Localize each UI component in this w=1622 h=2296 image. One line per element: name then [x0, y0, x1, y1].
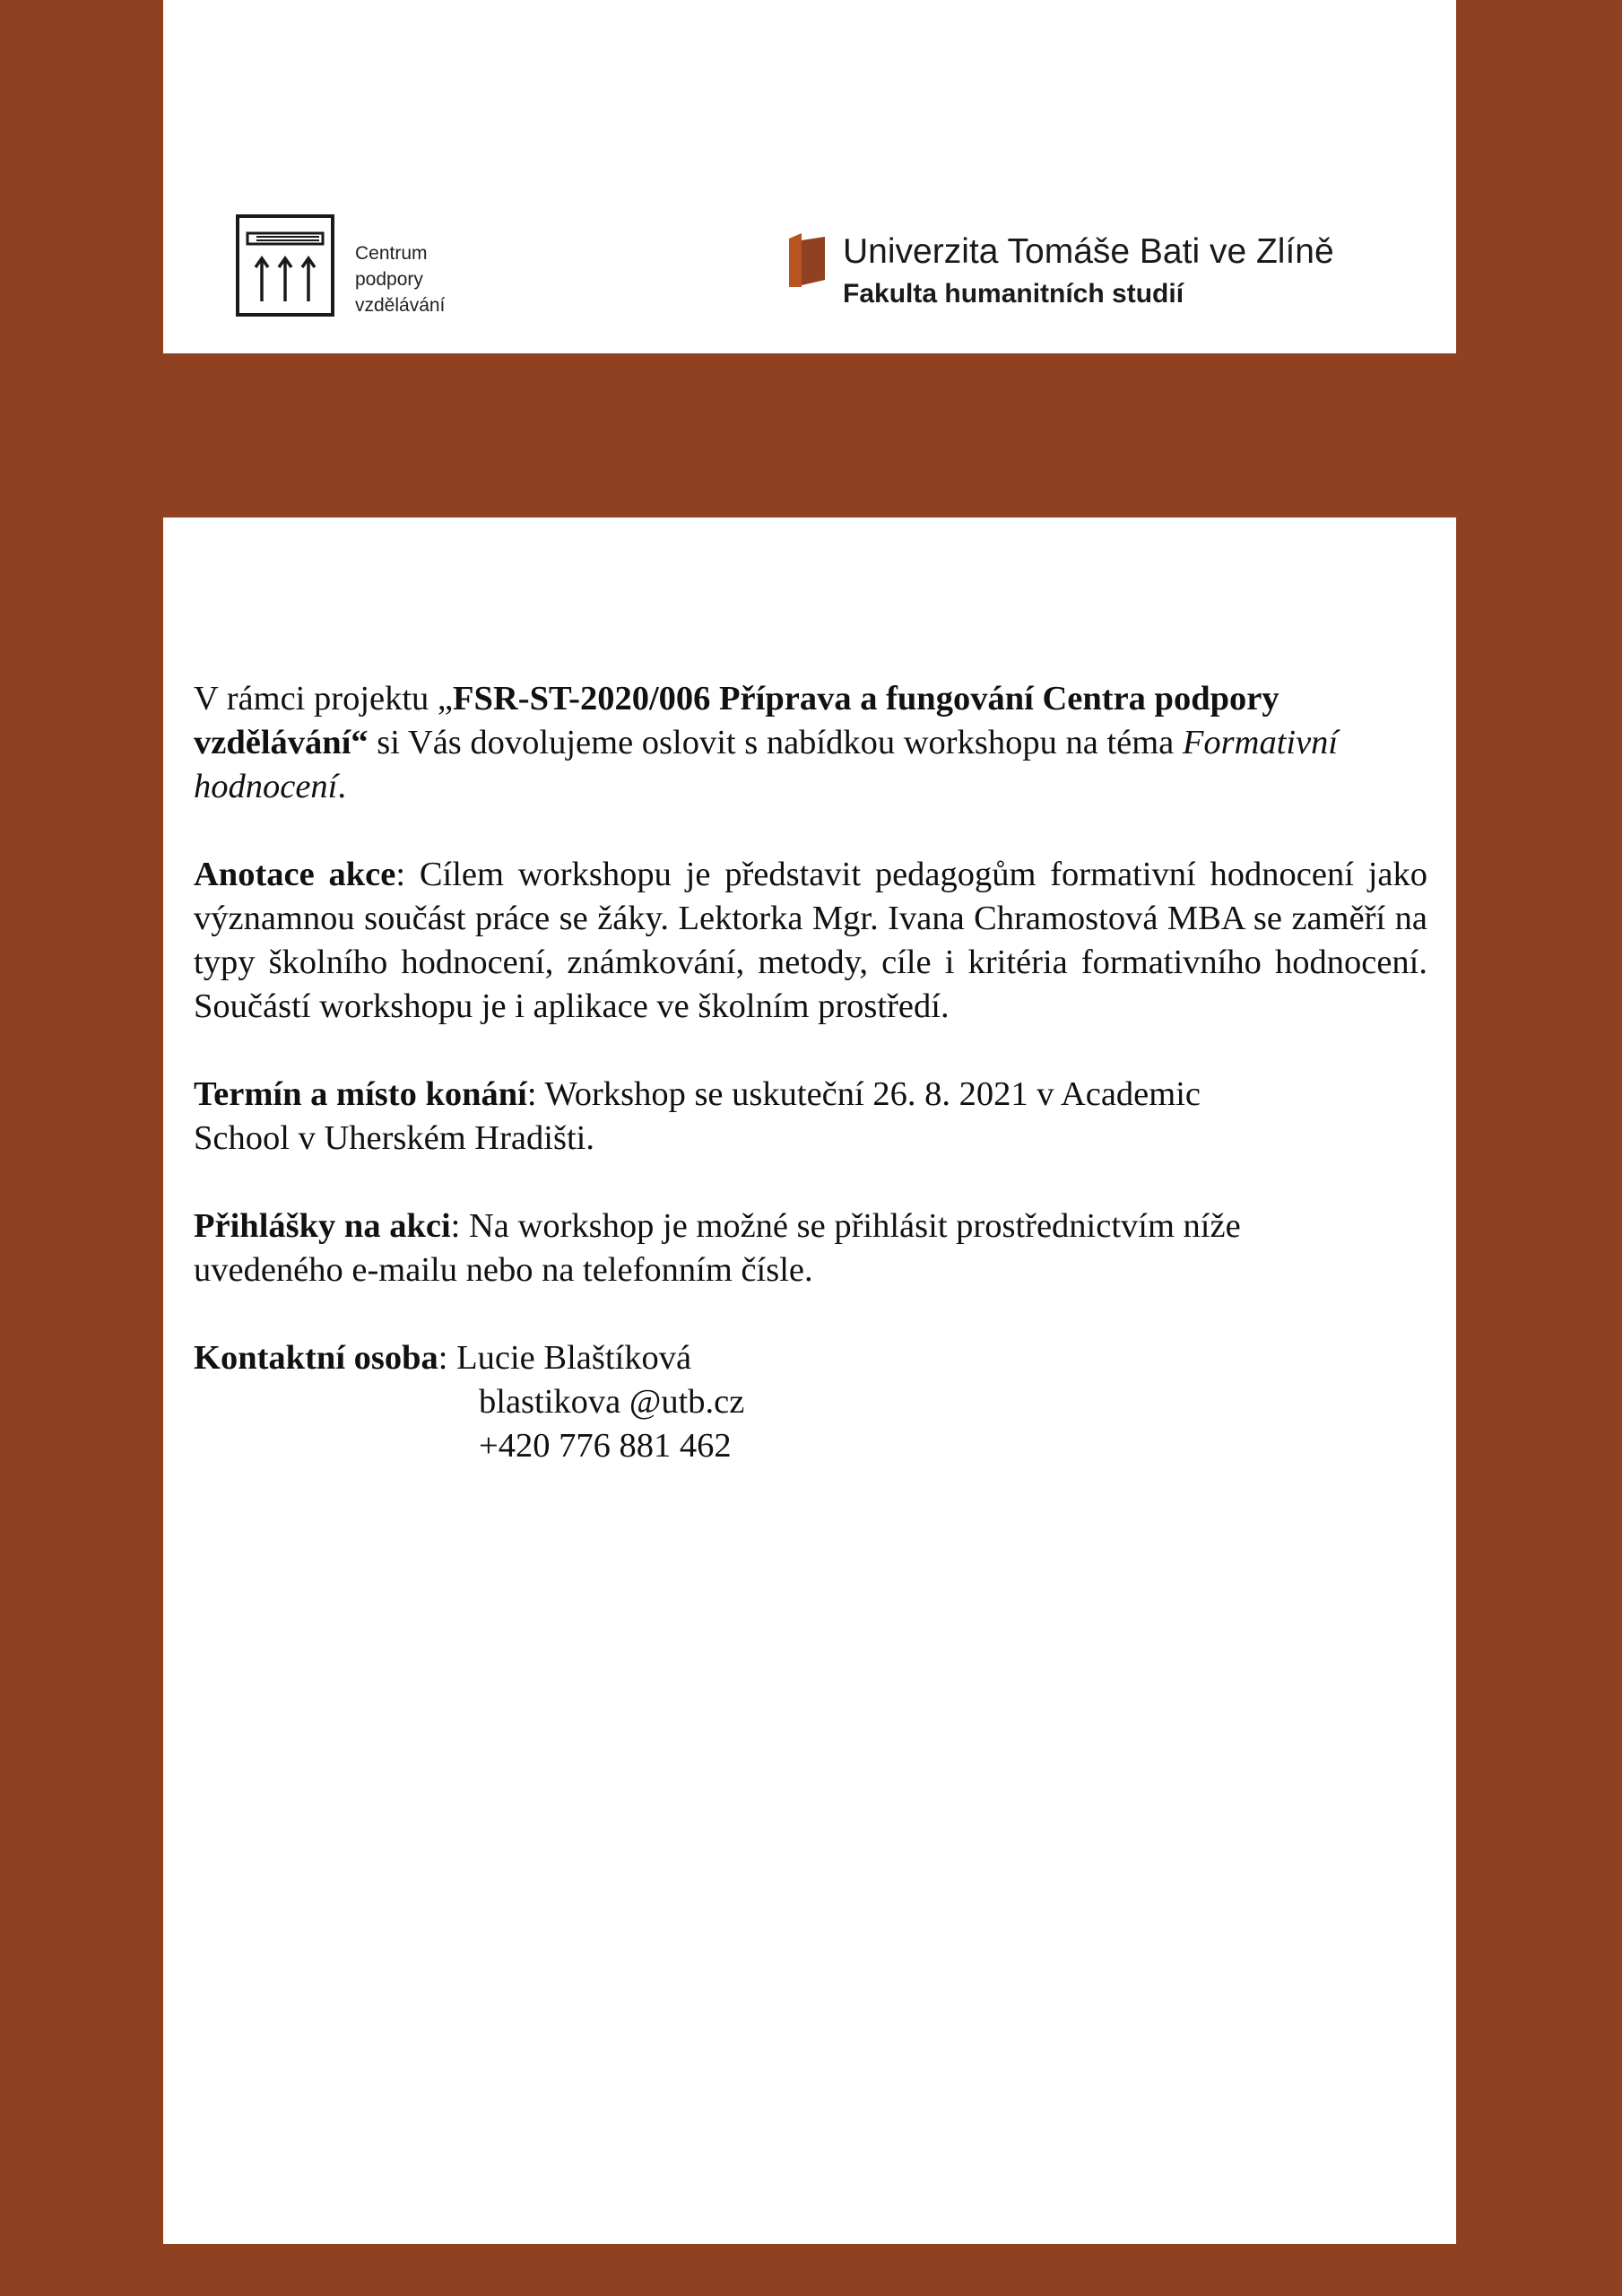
- intro-prefix: V rámci projektu „: [194, 680, 454, 718]
- right-brown-band: [1456, 0, 1622, 2296]
- contact-separator: :: [438, 1339, 457, 1377]
- invitation-body: [194, 677, 1427, 1512]
- term-text-line2: School v Uherském Hradišti.: [194, 1119, 594, 1157]
- contact-label: Kontaktní osoba: [194, 1339, 438, 1377]
- annotation-label: Anotace akce: [194, 856, 396, 893]
- contact-email[interactable]: blastikova @utb.cz: [479, 1383, 745, 1421]
- term-label: Termín a místo konání: [194, 1075, 527, 1113]
- contact-paragraph: [194, 1336, 1427, 1468]
- faculty-name: Fakulta humanitních studií: [843, 279, 1184, 309]
- university-name: Univerzita Tomáše Bati ve Zlíně: [843, 232, 1334, 271]
- contact-person-line: [194, 1336, 1427, 1380]
- header-divider-band: [0, 353, 1622, 517]
- registration-paragraph: [194, 1205, 1427, 1292]
- bottom-brown-band: [0, 2244, 1622, 2296]
- term-text-line1: : Workshop se uskuteční 26. 8. 2021 v Academic: [526, 1075, 1201, 1113]
- project-name: FSR-ST-2020/006 Příprava a fungování Centra podpory vzdělávání: [194, 680, 1279, 761]
- annotation-paragraph: [194, 853, 1427, 1029]
- intro-end: .: [337, 768, 346, 805]
- utb-logo: [789, 231, 1417, 321]
- intro-paragraph: [194, 677, 1427, 809]
- utb-book-icon: [789, 233, 828, 287]
- cpv-logo-text: [355, 240, 445, 318]
- book-arrows-icon: [235, 213, 335, 317]
- annotation-text: : Cílem workshopu je představit pedagogům formativní hodnocení jako významnou součást práce se žáky. Lektorka Mgr. Ivana Chramostová MBA se zaměří na typy školního hodnocení, známkování, metody, cíle i kritéria formativního hodnocení. Součástí workshopu je i aplikace ve školním prostředí.: [194, 856, 1427, 1025]
- contact-phone[interactable]: +420 776 881 462: [479, 1427, 732, 1465]
- cpv-logo-line: podpory: [355, 269, 423, 290]
- closing-quote: “: [351, 724, 369, 761]
- cpv-logo-line: Centrum: [355, 243, 428, 264]
- registration-label: Přihlášky na akci: [194, 1207, 451, 1245]
- intro-middle: si Vás dovolujeme oslovit s nabídkou workshopu na téma: [368, 724, 1183, 761]
- term-paragraph: [194, 1073, 1427, 1161]
- cpv-logo: [235, 213, 468, 321]
- cpv-logo-line: vzdělávání: [355, 295, 446, 316]
- left-brown-band: [0, 0, 163, 2296]
- registration-text-line1: : Na workshop je možné se přihlásit prostřednictvím níže: [450, 1207, 1241, 1245]
- contact-name: Lucie Blaštíková: [456, 1339, 692, 1377]
- workshop-topic: Formativní hodnocení: [194, 724, 1339, 805]
- registration-text-line2: uvedeného e-mailu nebo na telefonním čísle.: [194, 1251, 813, 1289]
